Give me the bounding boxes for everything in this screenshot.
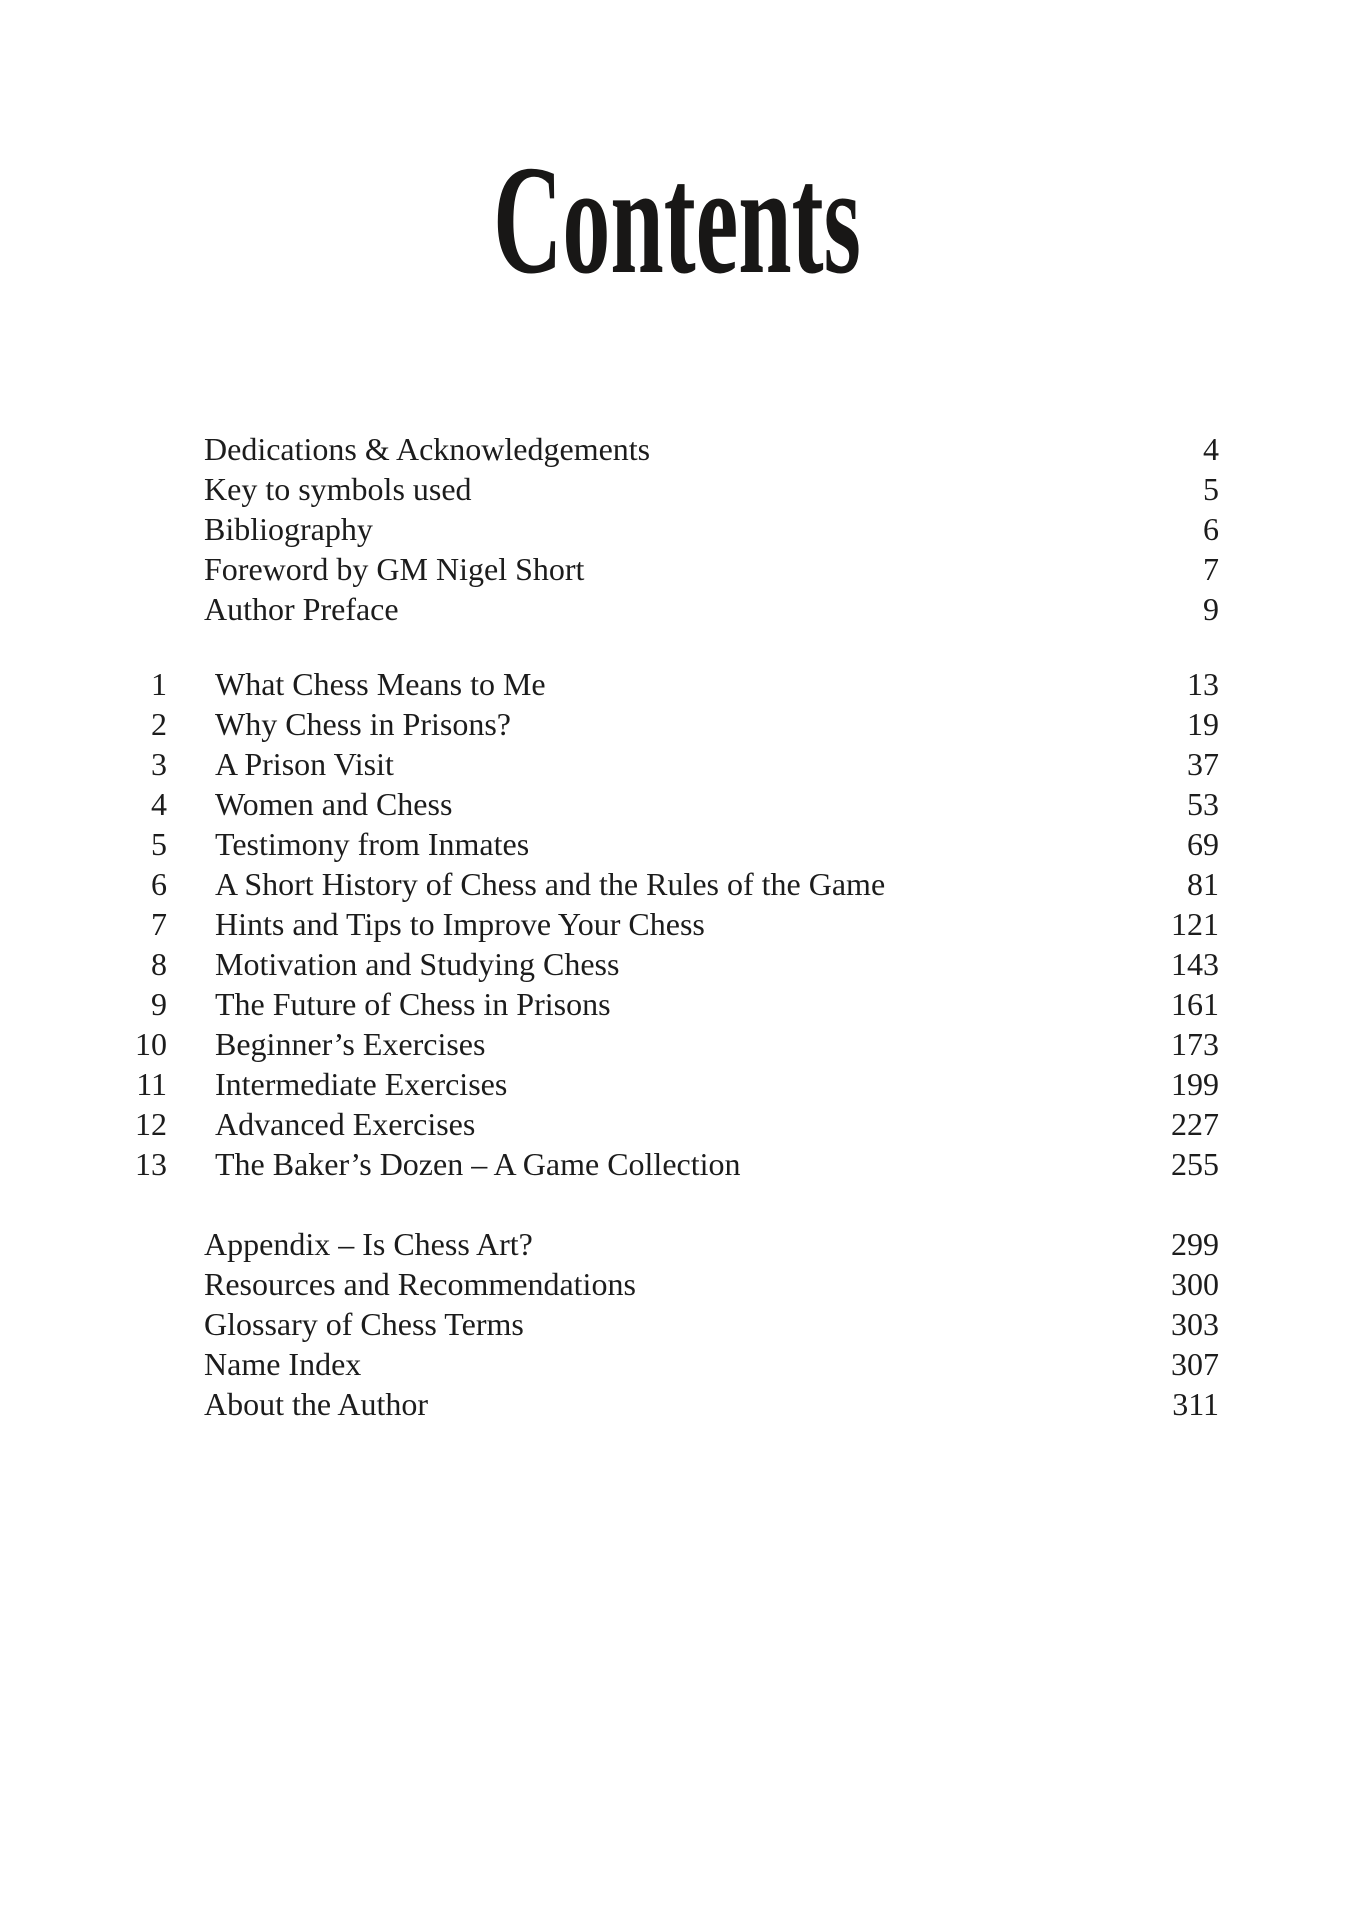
entry-title: Author Preface [204,591,399,627]
entry-page-number: 173 [1171,1026,1219,1062]
entry-title: Bibliography [204,511,373,547]
page-title: Contents [493,133,861,306]
entry-page-number: 161 [1171,986,1219,1022]
section-gap [110,629,1219,664]
toc-row [110,704,1219,744]
toc-row [110,509,1219,549]
entry-title: The Baker’s Dozen – A Game Collection [215,1146,741,1182]
toc-row [110,744,1219,784]
toc-row [110,1384,1219,1424]
chapter-number: 8 [151,946,167,982]
entry-page-number: 81 [1187,866,1219,902]
entry-title: Women and Chess [215,786,453,822]
toc-row [110,664,1219,704]
chapters-section [110,664,1219,1184]
back-matter-section [110,1224,1219,1424]
entry-title: What Chess Means to Me [215,666,546,702]
entry-title: Why Chess in Prisons? [215,706,511,742]
toc-row [110,469,1219,509]
entry-title: Beginner’s Exercises [215,1026,486,1062]
entry-page-number: 19 [1187,706,1219,742]
entry-title: Name Index [204,1346,362,1382]
entry-page-number: 307 [1171,1346,1219,1382]
entry-page-number: 199 [1171,1066,1219,1102]
chapter-number: 6 [151,866,167,902]
entry-page-number: 13 [1187,666,1219,702]
front-matter-section [110,429,1219,629]
entry-page-number: 121 [1171,906,1219,942]
entry-title: Resources and Recommendations [204,1266,636,1302]
toc-row [110,944,1219,984]
entry-page-number: 299 [1171,1226,1219,1262]
toc-row [110,589,1219,629]
toc-row [110,1224,1219,1264]
entry-page-number: 5 [1203,471,1219,507]
chapter-number: 3 [151,746,167,782]
entry-page-number: 311 [1172,1386,1219,1422]
entry-title: A Short History of Chess and the Rules of the Game [215,866,886,902]
toc-row [110,824,1219,864]
toc-row [110,1304,1219,1344]
toc-row [110,904,1219,944]
toc-row [110,984,1219,1024]
chapter-number: 13 [135,1146,167,1182]
toc-row [110,864,1219,904]
chapter-number: 9 [151,986,167,1022]
entry-title: Intermediate Exercises [215,1066,508,1102]
toc-row [110,1144,1219,1184]
chapter-number: 12 [135,1106,167,1142]
entry-title: Glossary of Chess Terms [204,1306,524,1342]
chapter-number: 1 [151,666,167,702]
entry-page-number: 303 [1171,1306,1219,1342]
entry-title: Dedications & Acknowledgements [204,431,651,467]
entry-title: The Future of Chess in Prisons [215,986,611,1022]
toc-row [110,549,1219,589]
chapter-number: 2 [151,706,167,742]
entry-page-number: 300 [1171,1266,1219,1302]
toc-row [110,429,1219,469]
entry-page-number: 7 [1203,551,1219,587]
entry-page-number: 53 [1187,786,1219,822]
entry-title: Foreword by GM Nigel Short [204,551,585,587]
table-of-contents [110,429,1219,1424]
entry-page-number: 227 [1171,1106,1219,1142]
chapter-number: 10 [135,1026,167,1062]
toc-row [110,1024,1219,1064]
toc-row [110,1344,1219,1384]
entry-title: About the Author [204,1386,428,1422]
chapter-number: 11 [136,1066,167,1102]
section-gap [110,1184,1219,1224]
entry-page-number: 255 [1171,1146,1219,1182]
entry-page-number: 37 [1187,746,1219,782]
entry-title: Testimony from Inmates [215,826,530,862]
entry-title: A Prison Visit [215,746,394,782]
chapter-number: 4 [151,786,167,822]
entry-title: Hints and Tips to Improve Your Chess [215,906,705,942]
chapter-number: 7 [151,906,167,942]
entry-title: Key to symbols used [204,471,472,507]
toc-row [110,784,1219,824]
entry-page-number: 4 [1203,431,1219,467]
entry-title: Appendix – Is Chess Art? [204,1226,533,1262]
toc-row [110,1064,1219,1104]
entry-title: Motivation and Studying Chess [215,946,620,982]
entry-page-number: 6 [1203,511,1219,547]
entry-page-number: 143 [1171,946,1219,982]
entry-page-number: 69 [1187,826,1219,862]
entry-page-number: 9 [1203,591,1219,627]
entry-title: Advanced Exercises [215,1106,476,1142]
toc-row [110,1264,1219,1304]
toc-row [110,1104,1219,1144]
chapter-number: 5 [151,826,167,862]
